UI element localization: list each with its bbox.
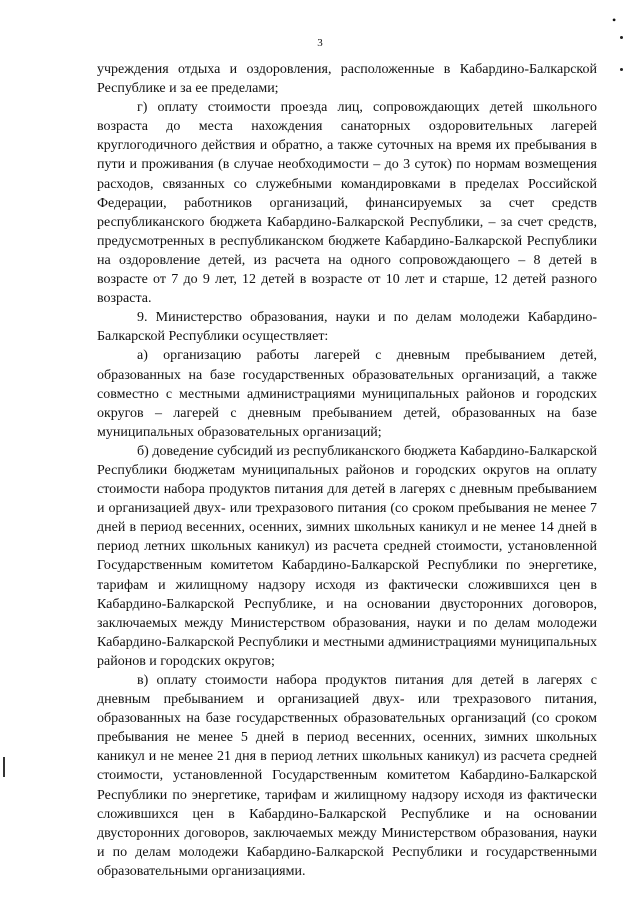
paragraph-item-g: г) оплату стоимости проезда лиц, сопровождающих детей школьного возраста до места нахождения санаторных оздоровительных лагерей круглогодичного действия и обратно, а также суточных на время их пребывания в пути и проживания (в случае необходимости – до 3 суток) по нормам возмещения расходов, связанных со служебными командировками в пределах Российской Федерации, работников организаций, финансируемых за счет средств республиканского бюджета Кабардино-Балкарской Республики, – за счет средств, предусмотренных в республиканском бюджете Кабардино-Балкарской Республики на оздоровление детей, из расчета на одного сопровождающего – 8 детей в возрасте от 7 до 9 лет, 12 детей в возрасте от 10 лет и старше, 12 детей разного возраста. <box>97 100 597 307</box>
scan-dot <box>620 36 623 39</box>
paragraph-clause-9: 9. Министерство образования, науки и по делам молодежи Кабардино-Балкарской Республики осуществляет: <box>97 310 597 345</box>
paragraph-item-b: б) доведение субсидий из республиканского бюджета Кабардино-Балкарской Республики бюджетам муниципальных районов и городских округов на оплату стоимости набора продуктов питания для детей в лагерях с дневным пребыванием и организацией двух- или трехразового питания (со сроком пребывания не менее 7 дней в период весенних, осенних, зимних школьных каникул и не менее 14 дней в период летних школьных каникул) из расчета средней стоимости, установленной Государственным комитетом Кабардино-Балкарской Республики по энергетике, тарифам и жилищному надзору исходя из фактически сложившихся цен в Кабардино-Балкарской Республике, и на основании двусторонних договоров, заключаемых между Министерством образования, науки и по делам молодежи Кабардино-Балкарской Республики и местными администрациями муниципальных районов и городских округов; <box>97 443 597 669</box>
scan-mark: • <box>612 13 617 27</box>
page-number: 3 <box>317 37 323 49</box>
paragraph-item-v: в) оплату стоимости набора продуктов питания для детей в лагерях с дневным пребыванием и организацией двух- или трехразового питания, образованных на базе государственных образовательных организаций (со сроком пребывания не менее 5 дней в период весенних, осенних, зимних школьных каникул и не менее 21 дня в период летних школьных каникул) из расчета средней стоимости, установленной Государственным комитетом Кабардино-Балкарской Республики по энергетике, тарифам и жилищному надзору исходя из фактически сложившихся цен в Кабардино-Балкарской Республике и на основании двусторонних договоров, заключаемых между Министерством образования, науки и по делам молодежи Кабардино-Балкарской Республики и государственными образовательными организациями. <box>97 673 597 879</box>
paragraph-continuation: учреждения отдыха и оздоровления, расположенные в Кабардино-Балкарской Республике и за ее пределами; <box>97 62 597 97</box>
scan-dot <box>620 68 623 71</box>
scan-edge-mark <box>3 757 5 777</box>
document-body <box>97 60 597 881</box>
paragraph-item-a: а) организацию работы лагерей с дневным пребыванием детей, образованных на базе государственных образовательных организаций, а также совместно с местными администрациями муниципальных районов и городских округов – лагерей с дневным пребыванием детей, образованных на базе муниципальных образовательных организаций; <box>97 348 597 440</box>
